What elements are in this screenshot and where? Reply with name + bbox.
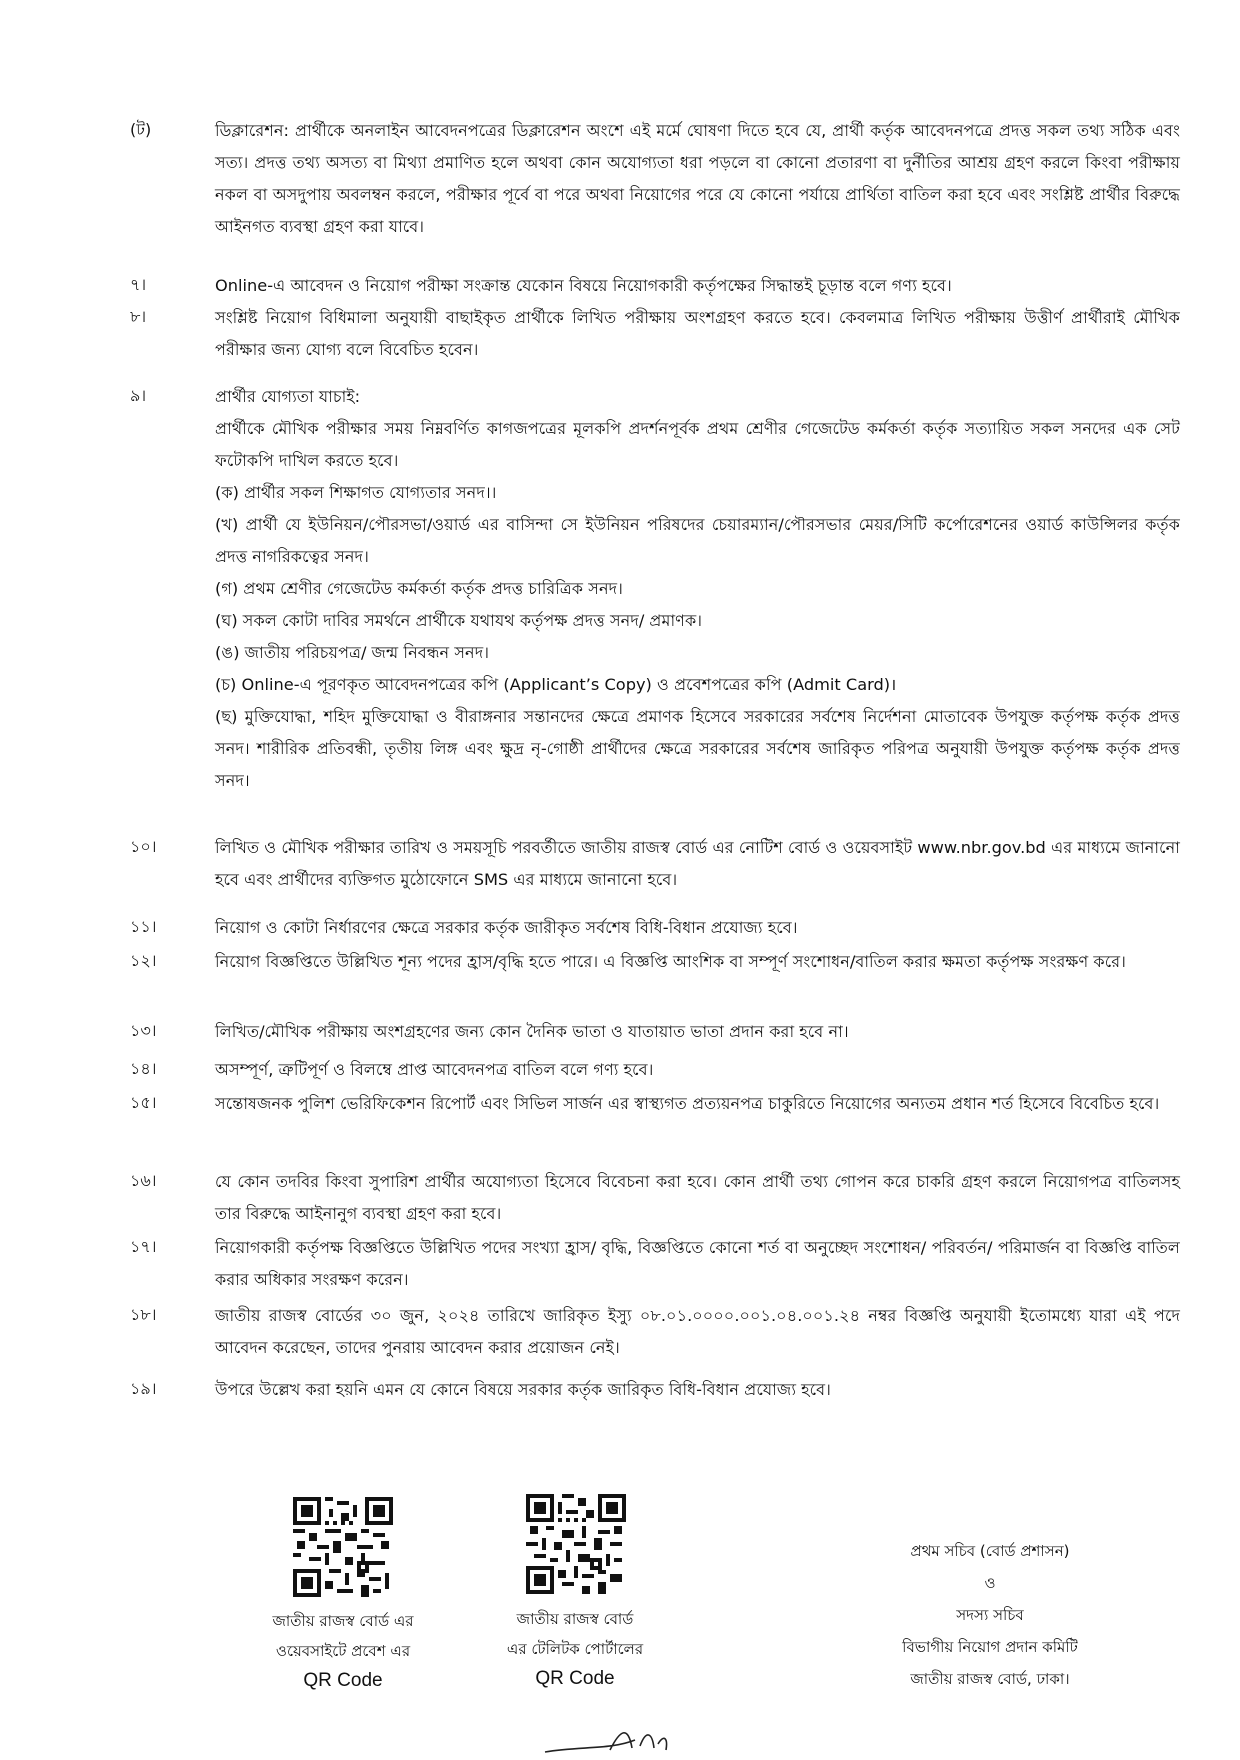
nbr-website-qr-code-icon[interactable] [293,1492,393,1602]
signatory-conjunction: ও [984,1574,996,1592]
clause-number: ৯। [130,386,147,405]
clause-declaration [130,115,1180,243]
signatory-committee: বিভাগীয় নিয়োগ প্রদান কমিটি [902,1638,1078,1656]
clause-7 [130,270,1180,302]
clause-number: ১৬। [130,1171,157,1190]
clause-14 [130,1054,1180,1086]
clause-12 [130,946,1180,978]
clause-10 [130,832,1180,896]
clause-number: ১৫। [130,1093,157,1112]
clause-18 [130,1300,1180,1364]
caption-line: এর টেলিটক পোর্টালের [506,1640,644,1658]
caption-line: ওয়েবসাইটে প্রবেশ এর [275,1642,411,1660]
qr-label: QR Code [535,1668,615,1689]
clause-8 [130,302,1180,366]
qr-code-graphic [526,1489,626,1599]
clause-9-sub-kha: (খ) প্রার্থী যে ইউনিয়ন/পৌরসভা/ওয়ার্ড এর বাসিন্দা সে ইউনিয়ন পরিষদের চেয়ারম্যান/পৌরসভার মেয়র/সিটি কর্পোরেশনের ওয়ার্ড কাউন্সিলর কর্তৃক প্রদত্ত নাগরিকত্বের সনদ। [215,515,1180,566]
clause-text: সন্তোষজনক পুলিশ ভেরিফিকেশন রিপোর্ট এবং সিভিল সার্জন এর স্বাস্থ্যগত প্রত্যয়নপত্র চাকুরিতে নিয়োগের অন্যতম প্রধান শর্ত হিসেবে বিবেচিত হবে। [215,1094,1160,1113]
clause-number: ১২। [130,951,157,970]
clause-text: অসম্পূর্ণ, ত্রুটিপূর্ণ ও বিলম্বে প্রাপ্ত আবেদনপত্র বাতিল বলে গণ্য হবে। [215,1060,654,1079]
clause-number: ৭। [130,275,147,294]
clause-number: ১৮। [130,1305,157,1324]
left-qr-caption [230,1606,456,1696]
clause-16 [130,1166,1180,1230]
clause-number: ১৭। [130,1237,157,1256]
caption-line: জাতীয় রাজস্ব বোর্ড [516,1610,634,1628]
clause-9-sub-cha: (চ) Online-এ পূরণকৃত আবেদনপত্রের কপি (Applicant’s Copy) ও প্রবেশপত্রের কপি (Admit Card)। [215,675,897,694]
clause-13 [130,1016,1180,1048]
clause-text: নিয়োগ বিজ্ঞপ্তিতে উল্লিখিত শূন্য পদের হ্রাস/বৃদ্ধি হতে পারে। এ বিজ্ঞপ্তি আংশিক বা সম্পূর্ণ সংশোধন/বাতিল করার ক্ষমতা কর্তৃপক্ষ সংরক্ষণ করে। [215,952,1126,971]
handwritten-signature-icon [540,1720,720,1760]
clause-text: সংশ্লিষ্ট নিয়োগ বিধিমালা অনুযায়ী বাছাইকৃত প্রার্থীকে লিখিত পরীক্ষায় অংশগ্রহণ করতে হবে। কেবলমাত্র লিখিত পরীক্ষায় উত্তীর্ণ প্রার্থীরাই মৌখিক পরীক্ষার জন্য যোগ্য বলে বিবেচিত হবেন। [215,308,1180,359]
clause-text: নিয়োগ ও কোটা নির্ধারণের ক্ষেত্রে সরকার কর্তৃক জারীকৃত সর্বশেষ বিধি-বিধান প্রযোজ্য হবে। [215,918,798,937]
clause-number: ১১। [130,917,157,936]
clause-text: নিয়োগকারী কর্তৃপক্ষ বিজ্ঞপ্তিতে উল্লিখিত পদের সংখ্যা হ্রাস/ বৃদ্ধি, বিজ্ঞপ্তিতে কোনো শর্ত বা অনুচ্ছেদ সংশোধন/ পরিবর্তন/ পরিমার্জন বা বিজ্ঞপ্তি বাতিল করার অধিকার সংরক্ষণ করেন। [215,1238,1180,1289]
clause-number: ১৯। [130,1379,157,1398]
clause-number: ৮। [130,307,147,326]
clause-text: যে কোন তদবির কিংবা সুপারিশ প্রার্থীর অযোগ্যতা হিসেবে বিবেচনা করা হবে। কোন প্রার্থী তথ্য গোপন করে চাকরি গ্রহণ করলে নিয়োগপত্র বাতিলসহ তার বিরুদ্ধে আইনানুগ ব্যবস্থা গ্রহণ করা হবে। [215,1172,1180,1223]
clause-9-sub-gha: (ঘ) সকল কোটা দাবির সমর্থনে প্রার্থীকে যথাযথ কর্তৃপক্ষ প্রদত্ত সনদ/ প্রমাণক। [215,611,703,630]
clause-9 [130,381,1180,797]
clause-text: প্রার্থীর যোগ্যতা যাচাই: [215,387,361,406]
clause-9-sub-uma: (ঙ) জাতীয় পরিচয়পত্র/ জন্ম নিবন্ধন সনদ। [215,643,490,662]
clause-number: (ট) [130,120,152,139]
qr-code-graphic [293,1492,393,1602]
clause-19 [130,1374,1180,1406]
clause-number: ১০। [130,837,157,856]
clause-9-sub-ga: (গ) প্রথম শ্রেণীর গেজেটেড কর্মকর্তা কর্তৃক প্রদত্ত চারিত্রিক সনদ। [215,579,623,598]
signatory-block [850,1535,1130,1695]
clause-15 [130,1088,1180,1120]
clause-9-sub-ka: (ক) প্রার্থীর সকল শিক্ষাগত যোগ্যতার সনদ।। [215,483,497,502]
clause-9-sub-chha: (ছ) মুক্তিযোদ্ধা, শহিদ মুক্তিযোদ্ধা ও বীরাঙ্গনার সন্তানদের ক্ষেত্রে প্রমাণক হিসেবে সরকারের সর্বশেষ নির্দেশনা মোতাবেক উপযুক্ত কর্তৃপক্ষ কর্তৃক প্রদত্ত সনদ। শারীরিক প্রতিবন্ধী, তৃতীয় লিঙ্গ এবং ক্ষুদ্র নৃ-গোষ্ঠী প্রার্থীদের ক্ষেত্রে সরকারের সর্বশেষ জারিকৃত পরিপত্র অনুযায়ী উপযুক্ত কর্তৃপক্ষ কর্তৃক প্রদত্ত সনদ। [215,707,1180,790]
clause-number: ১৪। [130,1059,157,1078]
clause-text: Online-এ আবেদন ও নিয়োগ পরীক্ষা সংক্রান্ত যেকোন বিষয়ে নিয়োগকারী কর্তৃপক্ষের সিদ্ধান্তই চূড়ান্ত বলে গণ্য হবে। [215,276,952,295]
clause-17 [130,1232,1180,1296]
signatory-title: প্রথম সচিব (বোর্ড প্রশাসন) [910,1542,1070,1560]
clause-number: ১৩। [130,1021,157,1040]
qr-label: QR Code [303,1670,383,1691]
clause-9-intro: প্রার্থীকে মৌখিক পরীক্ষার সময় নিম্নবর্ণিত কাগজপত্রের মূলকপি প্রদর্শনপূর্বক প্রথম শ্রেণীর গেজেটেড কর্মকর্তা কর্তৃক সত্যায়িত সকল সনদের এক সেট ফটোকপি দাখিল করতে হবে। [215,419,1180,470]
caption-line: জাতীয় রাজস্ব বোর্ড এর [272,1612,414,1630]
clause-text: ডিক্লারেশন: প্রার্থীকে অনলাইন আবেদনপত্রের ডিক্লারেশন অংশে এই মর্মে ঘোষণা দিতে হবে যে, প্রার্থী কর্তৃক আবেদনপত্রে প্রদত্ত সকল তথ্য সঠিক এবং সত্য। প্রদত্ত তথ্য অসত্য বা মিথ্যা প্রমাণিত হলে অথবা কোন অযোগ্যতা ধরা পড়লে বা কোনো প্রতারণা বা দুর্নীতির আশ্রয় গ্রহণ করলে কিংবা পরীক্ষায় নকল বা অসদুপায় অবলম্বন করলে, পরীক্ষার পূর্বে বা পরে অথবা নিয়োগের পরে যে কোনো পর্যায়ে প্রার্থিতা বাতিল করা হবে এবং সংশ্লিষ্ট প্রার্থীর বিরুদ্ধে আইনগত ব্যবস্থা গ্রহণ করা যাবে। [215,121,1180,236]
teletalk-portal-qr-code-icon[interactable] [526,1489,626,1599]
clause-11 [130,912,1180,944]
signatory-office: জাতীয় রাজস্ব বোর্ড, ঢাকা। [910,1670,1070,1688]
clause-text: লিখিত/মৌখিক পরীক্ষায় অংশগ্রহণের জন্য কোন দৈনিক ভাতা ও যাতায়াত ভাতা প্রদান করা হবে না। [215,1022,849,1041]
clause-text: জাতীয় রাজস্ব বোর্ডের ৩০ জুন, ২০২৪ তারিখে জারিকৃত ইস্যু ০৮.০১.০০০০.০০১.০৪.০০১.২৪ নম্বর বিজ্ঞপ্তি অনুযায়ী ইতোমধ্যে যারা এই পদে আবেদন করেছেন, তাদের পুনরায় আবেদন করার প্রয়োজন নেই। [215,1306,1180,1357]
right-qr-caption [462,1604,688,1694]
clause-text: লিখিত ও মৌখিক পরীক্ষার তারিখ ও সময়সূচি পরবর্তীতে জাতীয় রাজস্ব বোর্ড এর নোটিশ বোর্ড ও ওয়েবসাইট www.nbr.gov.bd এর মাধ্যমে জানানো হবে এবং প্রার্থীদের ব্যক্তিগত মুঠোফোনে SMS এর মাধ্যমে জানানো হবে। [215,838,1180,889]
clause-text: উপরে উল্লেখ করা হয়নি এমন যে কোনে বিষয়ে সরকার কর্তৃক জারিকৃত বিধি-বিধান প্রযোজ্য হবে। [215,1380,831,1399]
signatory-role: সদস্য সচিব [956,1606,1024,1624]
